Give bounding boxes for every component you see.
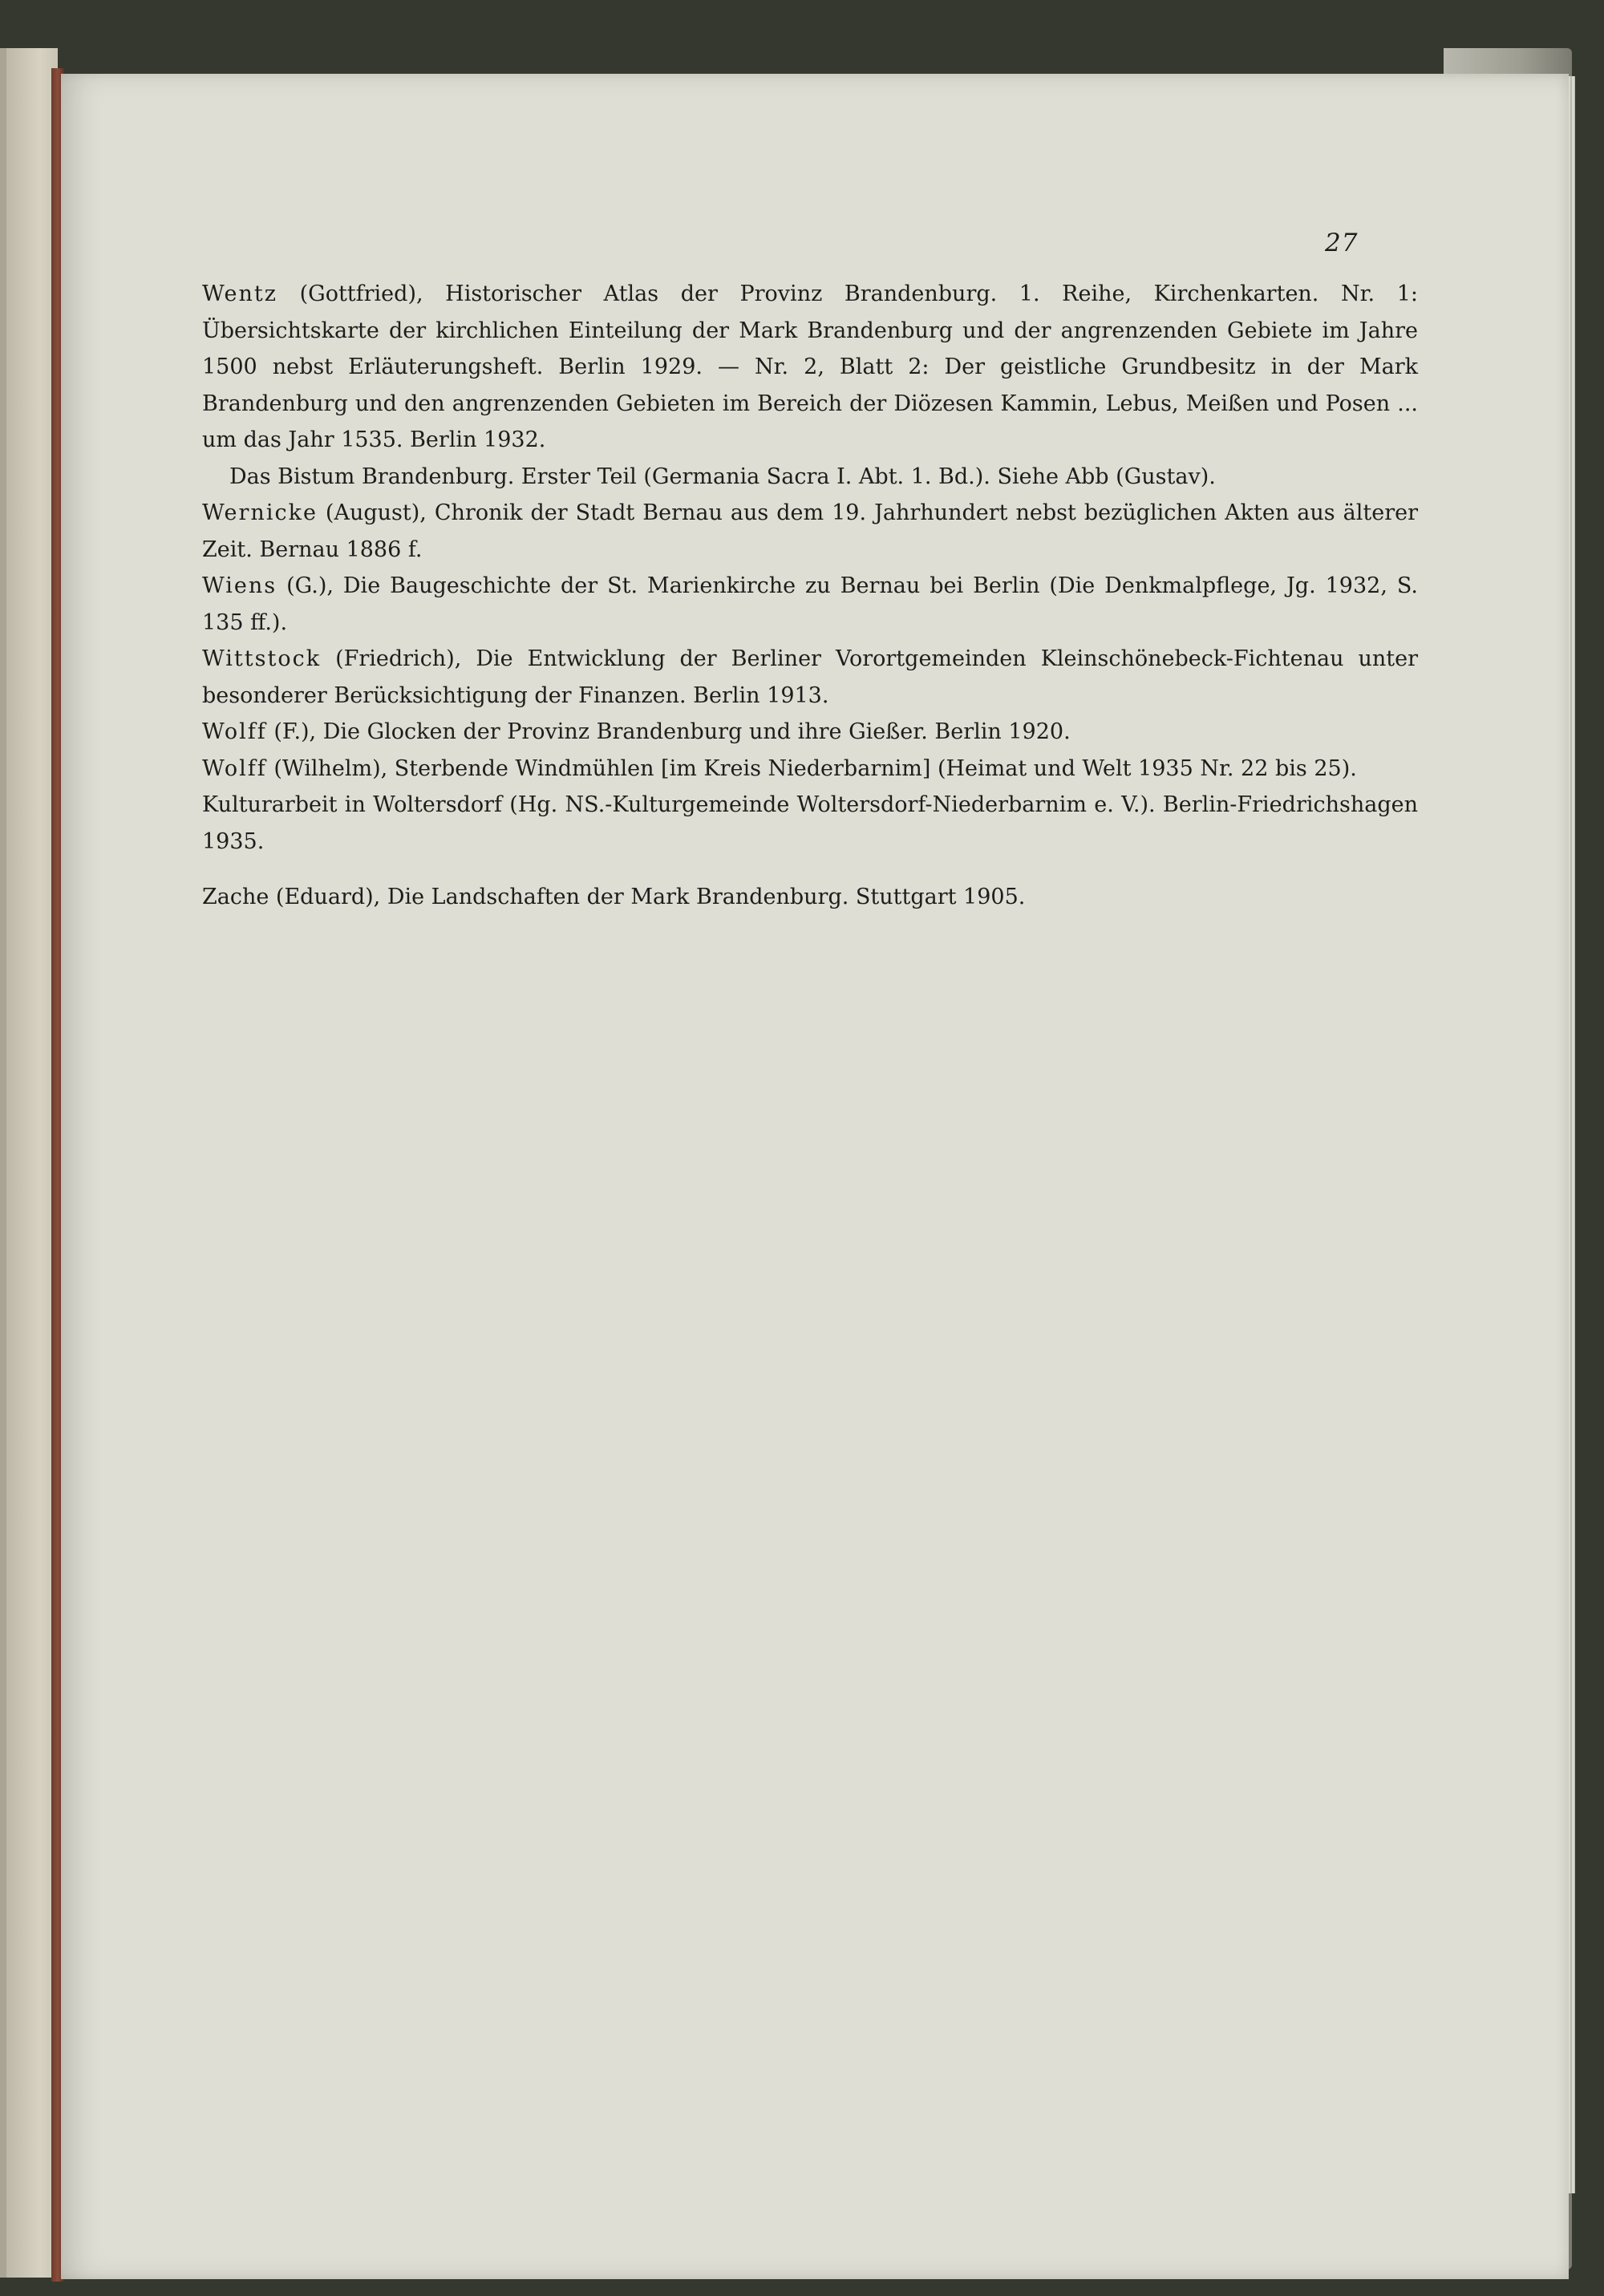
entry-author: Wernicke: [202, 500, 318, 525]
bibliography-entry: [202, 641, 1418, 714]
entry-author: Wolff: [202, 755, 267, 781]
book-page: [61, 74, 1569, 2279]
entry-text: (Gottfried), Historischer Atlas der Provinz Brandenburg. 1. Reihe, Kirchenkarten. Nr. 1: Übersichtskarte der kirchlichen Einteilung der Mark Brandenburg und der angrenzenden Gebiete im Jahre 1500 nebst Erläuterungsheft. Berlin 1929. — Nr. 2, Blatt 2: Der geistliche Grundbesitz in der Mark Brandenburg und den angrenzenden Gebieten im Bereich der Diözesen Kammin, Lebus, Meißen und Posen ... um das Jahr 1535. Berlin 1932.: [202, 281, 1418, 452]
entry-text: (August), Chronik der Stadt Bernau aus dem 19. Jahrhundert nebst bezüglichen Akten aus älterer Zeit. Bernau 1886 f.: [202, 500, 1418, 562]
page-number: 27: [1325, 229, 1359, 257]
bibliography-entry: [202, 751, 1418, 788]
entry-author: Wentz: [202, 281, 277, 306]
entry-text: Kulturarbeit in Woltersdorf (Hg. NS.-Kulturgemeinde Woltersdorf-Niederbarnim e. V.). Berlin-Friedrichshagen 1935.: [202, 792, 1418, 854]
entry-text: (F.), Die Glocken der Provinz Brandenburg und ihre Gießer. Berlin 1920.: [266, 719, 1071, 744]
entry-text: (Friedrich), Die Entwicklung der Berliner Vorortgemeinden Kleinschönebeck-Fichtenau unter besonderer Berücksichtigung der Finanzen. Berlin 1913.: [202, 646, 1418, 708]
bibliography-entry: [202, 787, 1418, 860]
bibliography-entry: [202, 879, 1418, 916]
entry-text: (G.), Die Baugeschichte der St. Marienkirche zu Bernau bei Berlin (Die Denkmalpflege, Jg. 1932, S. 135 ff.).: [202, 573, 1418, 635]
bibliography-entry: [202, 568, 1418, 641]
bibliography-entry: [202, 495, 1418, 568]
section-gap: [202, 860, 1418, 879]
entry-text: Zache (Eduard), Die Landschaften der Mark Brandenburg. Stuttgart 1905.: [202, 885, 1026, 909]
bibliography-entry: [202, 276, 1418, 459]
entry-text: Das Bistum Brandenburg. Erster Teil (Germania Sacra I. Abt. 1. Bd.). Siehe Abb (Gustav).: [229, 464, 1216, 489]
entry-text: (Wilhelm), Sterbende Windmühlen [im Kreis Niederbarnim] (Heimat und Welt 1935 Nr. 22 bis 25).: [266, 755, 1357, 781]
entry-author: Wiens: [202, 573, 277, 598]
entry-author: Wittstock: [202, 646, 322, 671]
bibliography-entry: [202, 459, 1418, 496]
entry-author: Wolff: [202, 719, 267, 744]
facing-page-edge: [0, 48, 58, 2278]
bibliography-list: [202, 276, 1418, 916]
bibliography-entry: [202, 714, 1418, 751]
